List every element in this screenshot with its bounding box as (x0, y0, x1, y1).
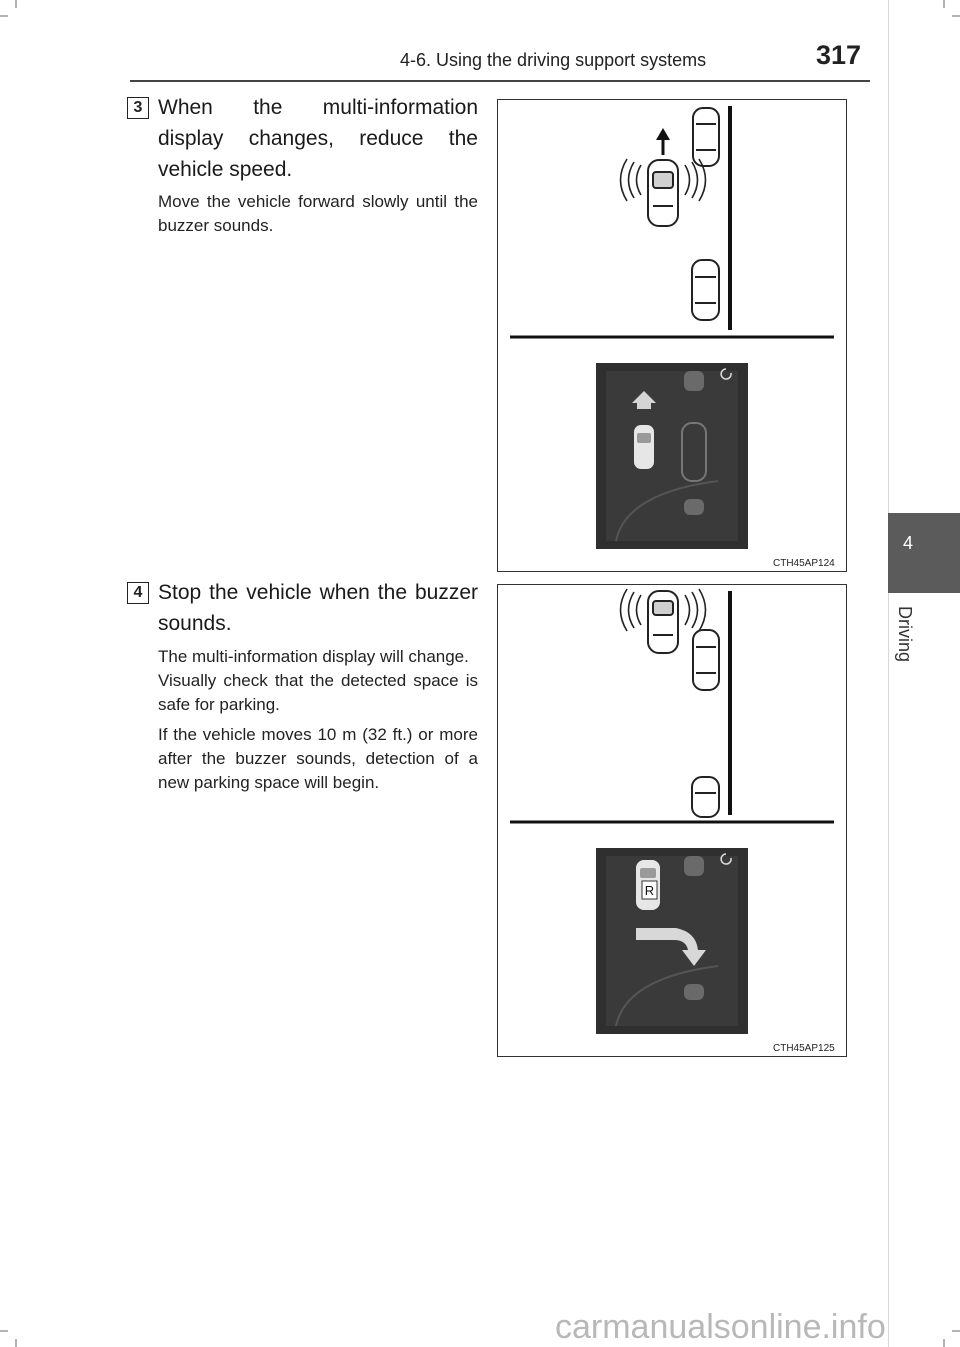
figure-code: CTH45AP125 (773, 1043, 835, 1054)
chapter-number: 4 (902, 533, 913, 553)
watermark: carmanualsonline.info (555, 1308, 886, 1346)
step-3-badge: 3 (127, 97, 149, 119)
step-4-paragraph: If the vehicle moves 10 m (32 ft.) or more after the buzzer sounds, detection of a new parking space will begin. (158, 725, 478, 792)
figure-code: CTH45AP124 (773, 558, 835, 569)
reverse-gear-indicator: R (644, 883, 655, 898)
step-4-heading: Stop the vehicle when the buzzer sounds. (158, 581, 478, 635)
step-4-badge: 4 (127, 582, 149, 604)
step-4-paragraph: The multi-information display will change. (158, 647, 469, 666)
step-3-heading: When the multi-information display changes, reduce the vehicle speed. (158, 96, 478, 181)
chapter-label: Driving (895, 606, 915, 663)
step-3-paragraph: Move the vehicle forward slowly until the buzzer sounds. (158, 192, 478, 235)
page-number: 317 (816, 40, 862, 70)
step-4-paragraph: Visually check that the detected space is safe for parking. (158, 671, 478, 714)
section-title: 4-6. Using the driving support systems (400, 50, 707, 70)
